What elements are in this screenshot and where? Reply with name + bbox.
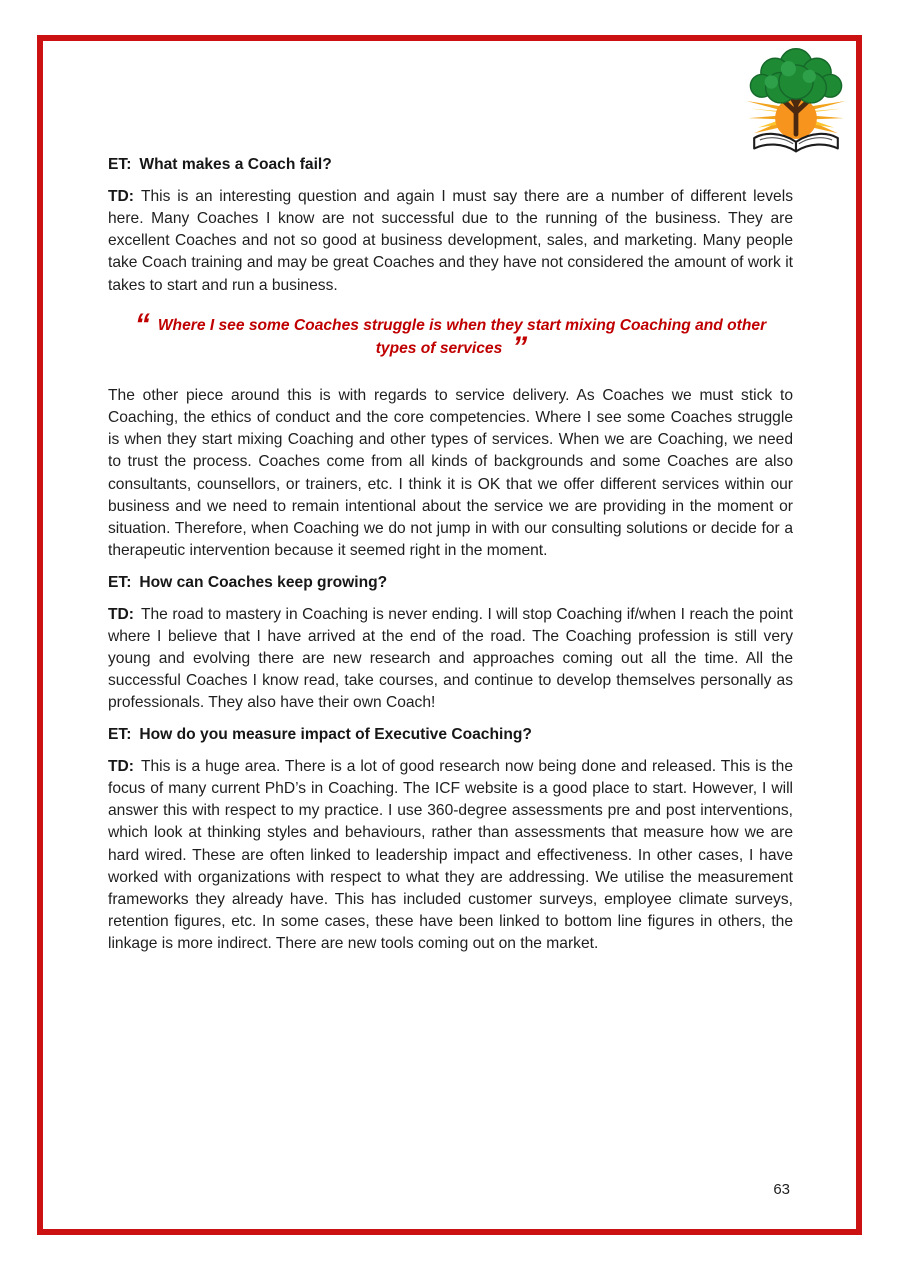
speaker-label: ET: [108, 726, 132, 744]
answer-text: This is an interesting question and again I must say there are a number of different levels here. Many Coaches I know are not successful due to the running of the business. They are excellent Coaches and not so good at business development, sales, and marketing. Many people take Coach training and may be great Coaches and they have not considered the amount of work it takes to start and run a business. [108, 187, 793, 294]
answer-paragraph-2 [108, 604, 793, 715]
speaker-label: TD: [108, 187, 134, 205]
open-quote-icon: “ [134, 307, 148, 341]
question-text: How do you measure impact of Executive Coaching? [139, 726, 532, 744]
speaker-label: TD: [108, 757, 134, 775]
question-text: What makes a Coach fail? [139, 156, 332, 173]
question-text: How can Coaches keep growing? [139, 573, 388, 591]
answer-text: This is a huge area. There is a lot of good research now being done and released. This is the focus of many current PhD’s in Coaching. The ICF website is a good place to start. However, I will answer this with respect to my practice. I use 360-degree assessments pre and post interventions, which look at thinking styles and behaviours, rather than assessments that measure how we are hard wired. These are often linked to leadership impact and effectiveness. In other cases, I have worked with organizations with respect to what they are addressing. We utilise the measurement frameworks they already have. This has included customer surveys, employee climate surveys, retention figures, etc. In some cases, these have been linked to bottom line figures in others, the linkage is more indirect. There are new tools coming out on the market. [108, 757, 793, 953]
answer-paragraph-1 [108, 186, 793, 297]
speaker-label: TD: [108, 605, 134, 623]
question-heading-3 [108, 724, 793, 746]
speaker-label: ET: [108, 156, 132, 173]
page-number: 63 [773, 1181, 790, 1198]
page-border [37, 35, 862, 1235]
document-body [108, 154, 793, 965]
tree-icon [739, 43, 853, 159]
body-paragraph [108, 385, 793, 563]
pull-quote [126, 307, 775, 364]
answer-paragraph-3 [108, 756, 793, 956]
question-heading-1 [108, 154, 793, 176]
question-heading-2 [108, 572, 793, 594]
speaker-label: ET: [108, 573, 132, 591]
paragraph-text: The other piece around this is with regards to service delivery. As Coaches we must stick to Coaching, the ethics of conduct and the core competencies. Where I see some Coaches struggle is when they start mixing Coaching and other types of services. When we are Coaching, we need to trust the process. Coaches come from all kinds of backgrounds and some Coaches are also consultants, counsellors, or trainers, etc. I think it is OK that we offer different services within our business and we need to remain intentional about the service we are providing in the moment or situation. Therefore, when Coaching we do not jump in with our consulting solutions or decide for a therapeutic intervention because it seemed right in the moment. [108, 386, 793, 560]
close-quote-icon: ” [512, 330, 526, 364]
tree-book-logo [739, 43, 853, 159]
answer-text: The road to mastery in Coaching is never ending. I will stop Coaching if/when I reach the point where I believe that I have arrived at the end of the road. The Coaching profession is still very young and evolving there are new research and approaches coming out all the time. All the successful Coaches I know read, take courses, and continue to develop themselves personally as professionals. They also have their own Coach! [108, 605, 793, 712]
pull-quote-text: Where I see some Coaches struggle is when they start mixing Coaching and other types of services [157, 316, 767, 357]
